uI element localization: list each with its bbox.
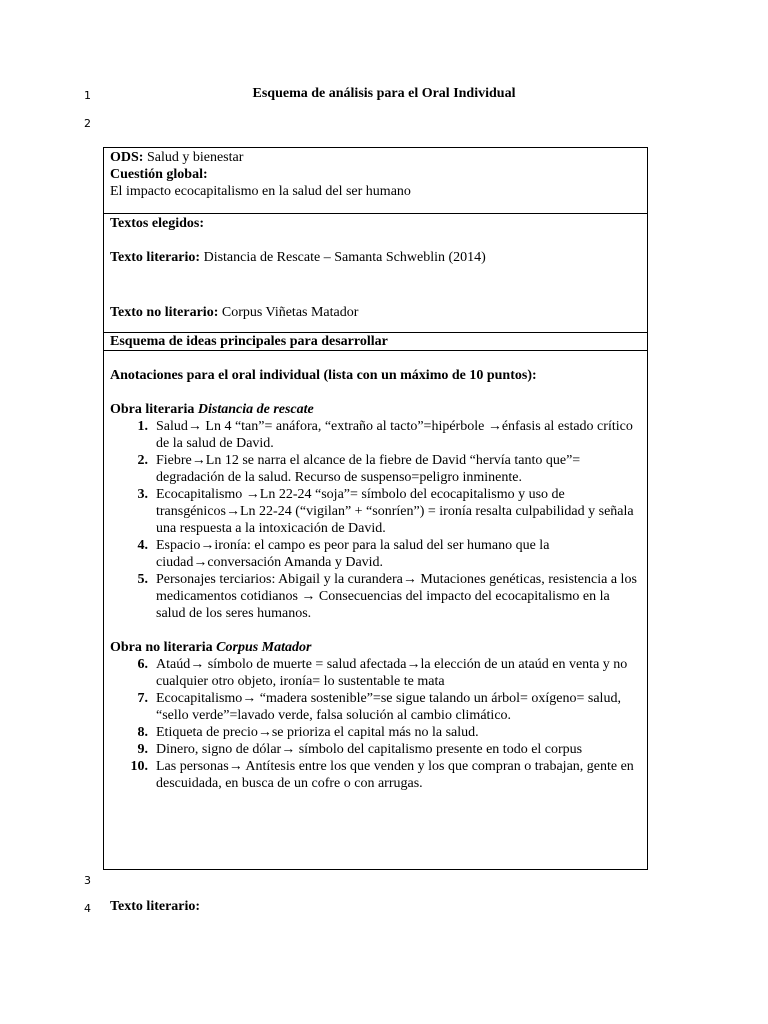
obra-no-literaria-list	[110, 656, 641, 792]
item-number: 5.	[137, 572, 148, 587]
list-item	[110, 418, 641, 452]
obra-literaria-label: Obra literaria	[110, 402, 198, 417]
texto-no-literario-value: Corpus Viñetas Matador	[218, 305, 359, 320]
obra-no-literaria-label: Obra no literaria	[110, 640, 217, 655]
list-item	[110, 741, 641, 758]
item-text: Personajes terciarios: Abigail y la curandera→ Mutaciones genéticas, resistencia a los medicamentos cotidianos → Consecuencias del impacto del ecocapitalismo en la salud de los seres humanos.	[156, 572, 637, 621]
texto-literario-value: Distancia de Rescate – Samanta Schweblin (2014)	[200, 250, 486, 265]
item-text: Ecocapitalismo→ “madera sostenible”=se sigue talando un árbol= oxígeno= salud, “sello verde”=lavado verde, falsa solución al cambio climático.	[156, 691, 621, 723]
item-number: 3.	[137, 487, 148, 502]
ods-label: ODS:	[110, 150, 144, 165]
item-text: Etiqueta de precio→se prioriza el capital más no la salud.	[156, 725, 479, 740]
esquema-cell	[103, 332, 648, 351]
obra-no-literaria-title: Corpus Matador	[216, 640, 312, 655]
textos-heading: Textos elegidos:	[110, 216, 204, 231]
ods-line	[110, 149, 641, 166]
item-number: 8.	[137, 725, 148, 740]
obra-literaria-heading	[110, 401, 641, 418]
list-item	[110, 758, 641, 792]
item-text: Espacio→ironía: el campo es peor para la salud del ser humano que la ciudad→conversación Amanda y David.	[156, 538, 550, 570]
list-item	[110, 571, 641, 622]
item-number: 10.	[130, 759, 148, 774]
item-number: 2.	[137, 453, 148, 468]
line-number-2: 2	[84, 117, 91, 130]
line-number-3: 3	[84, 874, 91, 887]
item-number: 6.	[137, 657, 148, 672]
anotaciones-heading: Anotaciones para el oral individual (lista con un máximo de 10 puntos):	[110, 368, 537, 383]
list-item	[110, 690, 641, 724]
line-number-4: 4	[84, 902, 91, 915]
list-item	[110, 537, 641, 571]
cuestion-label: Cuestión global:	[110, 167, 208, 182]
ods-value: Salud y bienestar	[143, 150, 244, 165]
item-text: Dinero, signo de dólar→ símbolo del capitalismo presente en todo el corpus	[156, 742, 583, 757]
texto-no-literario-line	[110, 304, 641, 321]
list-item	[110, 724, 641, 741]
esquema-heading: Esquema de ideas principales para desarrollar	[110, 334, 388, 349]
item-number: 9.	[137, 742, 148, 757]
cuestion-value: El impacto ecocapitalismo en la salud del ser humano	[110, 184, 411, 199]
item-text: Salud→ Ln 4 “tan”= anáfora, “extraño al tacto”=hipérbole →énfasis al estado crítico de la salud de David.	[156, 419, 633, 451]
list-item	[110, 656, 641, 690]
item-text: Las personas→ Antítesis entre los que venden y los que compran o trabajan, gente en descuidada, en busca de un cofre o con arrugas.	[156, 759, 634, 791]
item-text: Ecocapitalismo →Ln 22-24 “soja”= símbolo del ecocapitalismo y uso de transgénicos→Ln 22-24 (“vigilan” + “sonríen”) = ironía resalta culpabilidad y señala una respuesta a la intoxicación de David.	[156, 487, 634, 536]
texto-literario-label: Texto literario:	[110, 250, 201, 265]
texto-no-literario-label: Texto no literario:	[110, 305, 219, 320]
obra-no-literaria-heading	[110, 639, 641, 656]
footer-heading: Texto literario:	[110, 899, 201, 914]
line-number-1: 1	[84, 89, 91, 102]
item-text: Ataúd→ símbolo de muerte = salud afectada→la elección de un ataúd en venta y no cualquier otro objeto, ironía= lo sustentable te mata	[156, 657, 628, 689]
obra-literaria-list	[110, 418, 641, 622]
ods-cell	[103, 147, 648, 214]
item-number: 7.	[137, 691, 148, 706]
anotaciones-cell	[103, 350, 648, 870]
obra-literaria-title: Distancia de rescate	[197, 402, 314, 417]
list-item	[110, 486, 641, 537]
item-number: 1.	[137, 419, 148, 434]
texto-literario-line	[110, 249, 641, 266]
item-text: Fiebre→Ln 12 se narra el alcance de la fiebre de David “hervía tanto que”= degradación de la salud. Recurso de suspenso=peligro inminente.	[156, 453, 581, 485]
document-title: Esquema de análisis para el Oral Individual	[252, 86, 516, 101]
textos-cell	[103, 213, 648, 333]
item-number: 4.	[137, 538, 148, 553]
list-item	[110, 452, 641, 486]
